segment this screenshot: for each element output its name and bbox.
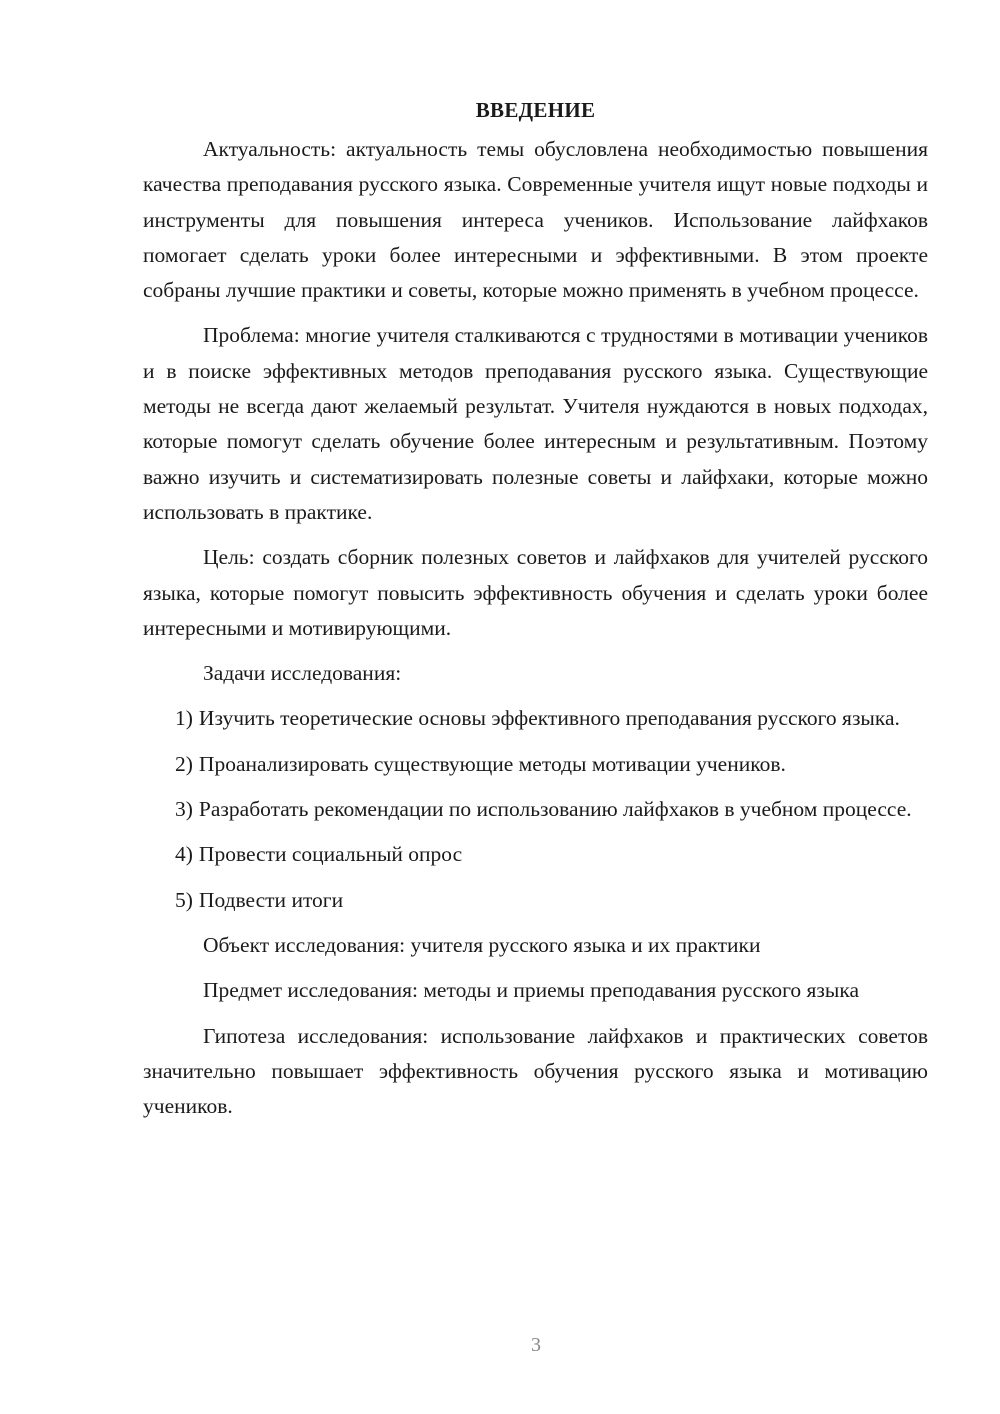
task-number: 4) xyxy=(175,842,193,867)
paragraph-problem: Проблема: многие учителя сталкиваются с трудностями в мотивации учеников и в поиске эффективных методов преподавания русского языка. Существующие методы не всегда дают желаемый результат. Учителя нуждаются в новых подходах, которые помогут сделать обучение более интересным и результативным. Поэтому важно изучить и систематизировать полезные советы и лайфхаки, которые можно использовать в практике. xyxy=(143,323,928,524)
task-text: Провести социальный опрос xyxy=(198,842,463,867)
task-text: Подвести итоги xyxy=(198,887,344,912)
paragraph-object: Объект исследования: учителя русского языка и их практики xyxy=(203,932,761,957)
task-item-2 xyxy=(143,747,928,782)
section-title: ВВЕДЕНИЕ xyxy=(475,98,596,122)
task-item-3 xyxy=(143,792,928,827)
task-number: 2) xyxy=(175,751,193,776)
task-number: 5) xyxy=(175,887,193,912)
paragraph-subject: Предмет исследования: методы и приемы преподавания русского языка xyxy=(203,978,859,1003)
task-item-5 xyxy=(143,883,928,918)
paragraph-tasks-heading: Задачи исследования: xyxy=(203,661,402,686)
task-number: 1) xyxy=(175,706,193,731)
task-text: Разработать рекомендации по использованию лайфхаков в учебном процессе. xyxy=(198,797,912,822)
task-text: Проанализировать существующие методы мотивации учеников. xyxy=(198,751,786,776)
document-page xyxy=(143,96,928,1134)
task-item-1 xyxy=(143,701,928,736)
paragraph-goal: Цель: создать сборник полезных советов и лайфхаков для учителей русского языка, которые помогут повысить эффективность обучения и сделать уроки более интересными и мотивирующими. xyxy=(143,545,928,640)
task-text: Изучить теоретические основы эффективного преподавания русского языка. xyxy=(198,706,900,731)
paragraph-relevance: Актуальность: актуальность темы обусловлена необходимостью повышения качества преподавания русского языка. Современные учителя ищут новые подходы и инструменты для повышения интереса учеников. Использование лайфхаков помогает сделать уроки более интересными и эффективными. В этом проекте собраны лучшие практики и советы, которые можно применять в учебном процессе. xyxy=(143,137,928,303)
page-number: 3 xyxy=(531,1334,541,1356)
task-item-4 xyxy=(143,837,928,872)
paragraph-hypothesis: Гипотеза исследования: использование лайфхаков и практических советов значительно повышает эффективность обучения русского языка и мотивацию учеников. xyxy=(143,1023,928,1119)
task-number: 3) xyxy=(175,797,193,822)
